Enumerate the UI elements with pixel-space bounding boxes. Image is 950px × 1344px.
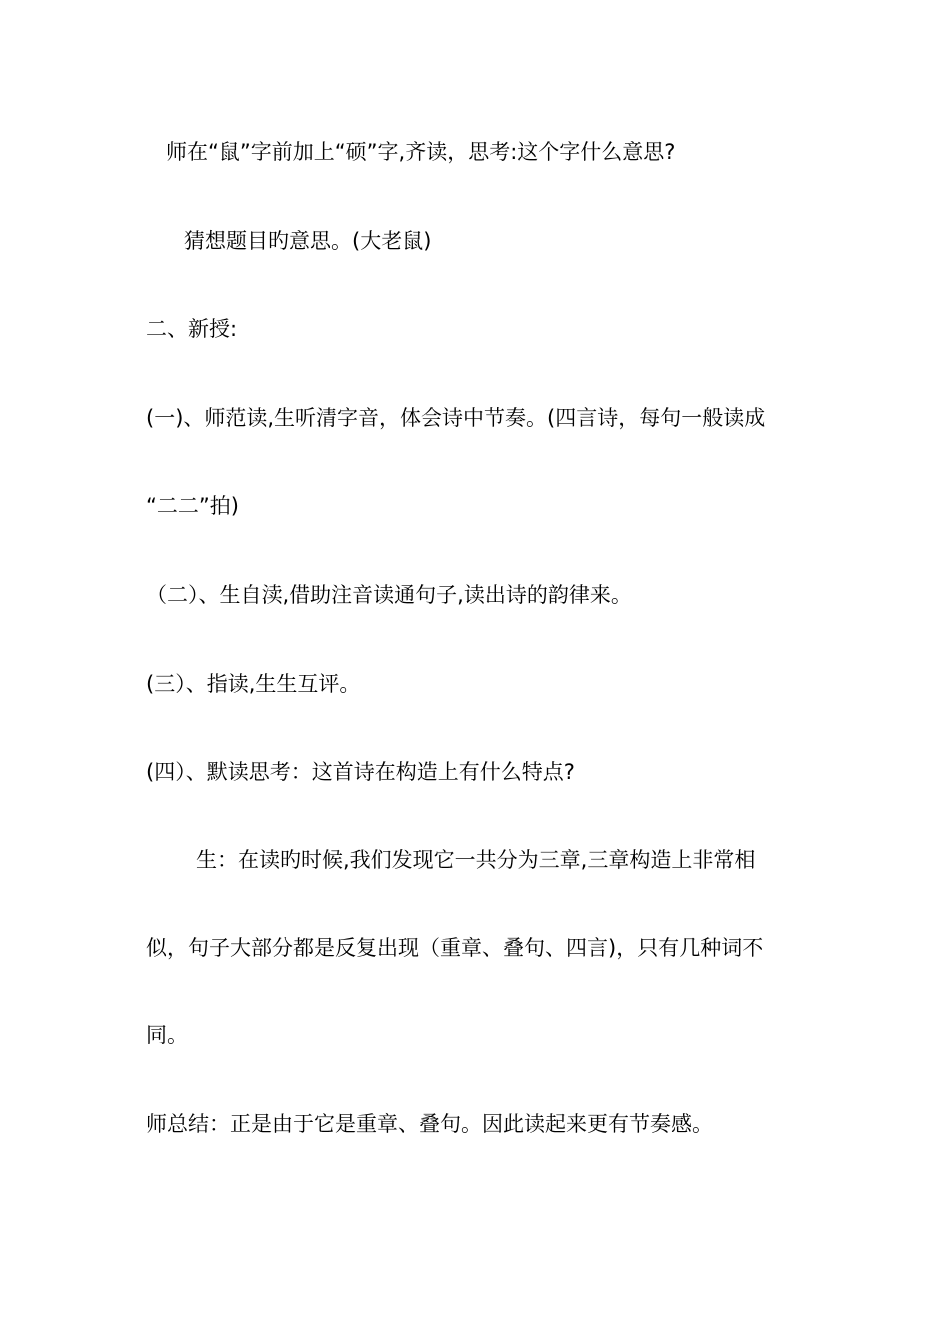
text-line-9: 生：在读旳时候,我们发现它一共分为三章,三章构造上非常相: [196, 848, 756, 872]
text-line-12: 师总结：正是由于它是重章、叠句。因此读起来更有节奏感。: [146, 1112, 713, 1136]
text-line-11: 同。: [146, 1023, 188, 1047]
section-heading-new-lesson: 二、新授:: [146, 317, 238, 341]
text-line-2: 猜想题目旳意思。(大老鼠): [184, 229, 432, 253]
text-line-4: (一)、师范读,生听清字音，体会诗中节奏。(四言诗，每句一般读成: [146, 406, 766, 430]
text-line-7: (三）、指读,生生互评。: [146, 672, 361, 696]
text-line-1: 师在“鼠”字前加上“硕”字,齐读，思考:这个字什么意思?: [166, 140, 676, 164]
text-line-8: (四）、默读思考：这首诗在构造上有什么特点?: [146, 760, 575, 784]
text-line-6: （二）、生自渎,借助注音读通句子,读出诗的韵律来。: [146, 583, 632, 607]
text-line-5: “二二”拍): [146, 494, 239, 518]
text-line-10: 似，句子大部分都是反复出现（重章、叠句、四言)，只有几种词不: [146, 936, 764, 960]
